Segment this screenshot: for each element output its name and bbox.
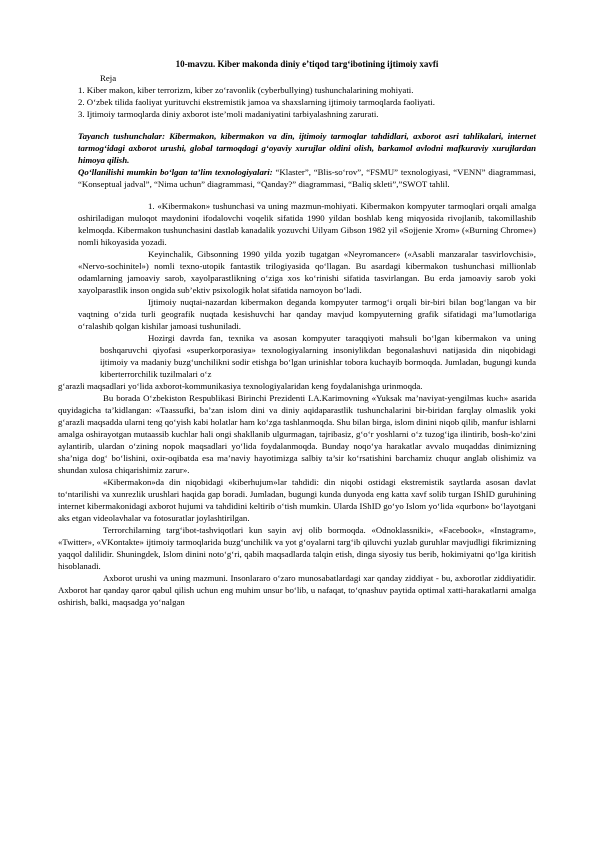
plan-item: 1. Kiber makon, kiber terrorizm, kiber zo‘ravonlik (cyberbullying) tushunchalarining mohiyati.: [78, 85, 414, 95]
spacer: [78, 190, 536, 200]
body-paragraph: 1. «Kibermakon» tushunchasi va uning mazmun-mohiyati. Kibermakon kompyuter tarmoqlari orqali amalga oshiriladigan muloqot maydonini ifodalovchi voqelik sifatida 1990 yildan boshlab keng miqyosida rivojlanib, takomillashib kelmoqda. Kibermakon tushunchasini dastlab kanadalik yozuvchi Uilyam Gibson 1982 yil «Sojjenie Xrom» («Burning Chrome») nomli hikoyasida yozadi.: [78, 201, 536, 247]
body-paragraph: Ijtimoiy nuqtai-nazardan kibermakon deganda kompyuter tarmog‘i orqali bir-biri bilan bog‘langan va bir vaqtning o‘zida turli geografik nuqtada kesishuvchi har qanday mavjud kompyuterning grafik sifatidagi ma’lumotlariga o‘ralashib qolgan kishilar jamoasi tushuniladi.: [78, 297, 536, 331]
plan-heading: Reja: [100, 73, 117, 83]
page-title: 10-mavzu. Kiber makonda diniy e’tiqod targ‘ibotining ijtimoiy xavfi: [175, 59, 439, 69]
education-technologies: [78, 166, 536, 190]
key-concepts: Tayanch tushunchalar: Kibermakon, kibermakon va din, ijtimoiy tarmoqlar tahdidlari, axborot asri tahlikalari, internet tarmog‘idagi axborot urushi, global tarmoqdagi g‘oyaviy xurujlar oldini olish, barkamol avlodni mafkuraviy xurujlardan himoya qilish.: [78, 131, 536, 165]
body-paragraph: Hozirgi davrda fan, texnika va asosan kompyuter taraqqiyoti mahsuli bo‘lgan kibermakon va uning boshqaruvchi qiyofasi «superkorporasiya» texnologiyalarning insoniylikdan begonalashuvi natijasida din niqobidagi ijtimoiy va madaniy buzg‘unchilikni sodir etishga bo‘lgan urinishlar tobora kuchayib bormoqda. Jumladan, bugungi kunda kiberterrorchilik tuzilmalari o‘z: [100, 333, 536, 379]
body-paragraph: Terrorchilarning targ‘ibot-tashviqotlari kun sayin avj olib bormoqda. «Odnoklassniki», «Facebook», «Instagram», «Twitter», «VKontakte» ijtimoiy tarmoqlarida buzg‘unchilik va yot g‘oyalarni targ‘ib qiluvchi yuzlab guruhlar mavjudligi fikrimizning yaqqol dalilidir. Shuningdek, Islom dinini noto‘g‘ri, qabih maqsadlarda talqin etish, dinga siyosiy tus berib, hokimiyatni qo‘lga kiritish hisoblanadi.: [58, 525, 536, 571]
body-paragraph: Axborot urushi va uning mazmuni. Insonlararo o‘zaro munosabatlardagi xar qanday ziddiyat - bu, axborotlar ziddiyatidir. Axborot har qanday qaror qabul qilish uchun eng muhim unsur bo‘lib, u nafaqat, to‘qnashuv paytida optimal xatti-harakatlarni amalga oshirish, balki, maqsadga yo‘nalgan: [58, 573, 536, 607]
education-technologies-label: Qo‘llanilishi mumkin bo‘lgan ta’lim texnologiyalari:: [78, 167, 273, 177]
body-paragraph: Keyinchalik, Gibsonning 1990 yilda yozib tugatgan «Neyromancer» («Asabli manzaralar tasvirlovchisi», «Nervo-sochinitel») nomli texno-utopik fantastik trilogiyasida qo‘llagan. Bu asardagi kibermakon tushunchasi millionlab odamlarning jamoaviy sarob, xayolparastlikning o‘ziga xos ko‘rinishi sifatida tasvirlangan. Bu erda jamoaviy sarob yoki xayolparastlik inson ongida sub’ektiv psixologik holat sifatida namoyon bo‘ladi.: [78, 249, 536, 295]
plan-item: 2. O‘zbek tilida faoliyat yurituvchi ekstremistik jamoa va shaxslarning ijtimoiy tarmoqlarda faoliyati.: [78, 97, 435, 107]
body-paragraph: Bu borada O‘zbekiston Respublikasi Birinchi Prezidenti I.A.Karimovning «Yuksak ma’naviyat-yengilmas kuch» asarida quyidagicha ta’kidlangan: «Taassufki, ba’zan islom dini va diniy aqidaparastlik tushunchalarini bir-biridan farqlay olmaslik yoki g‘arazli maqsadda ularni teng qo‘yish kabi holatlar ham ko‘zga tashlanmoqda. Shu bilan birga, islom dinini niqob qilib, manfur ishlarni amalga oshirayotgan mutaassib kuchlar hali ongi shakllanib ulgurmagan, tajribasiz, g‘o‘r yoshlarni o‘z tuzog‘iga ilintirib, bosh-ko‘zini aylantirib, ulardan o‘zining nopok maqsadlari yo‘lida foydalanmoqda. Bunday noqo‘ya harakatlar avvalo muqaddas dinimizning sha’niga dog‘ bo‘lishini, oxir-oqibatda esa ma’naviy hayotimizga salbiy ta’sir ko‘rsatishini barchamiz chuqur anglab olishimiz va shundan xulosa chiqarishimiz zarur».: [58, 393, 536, 475]
document-page: [58, 58, 536, 608]
plan-item: 3. Ijtimoiy tarmoqlarda diniy axborot iste’moli madaniyatini tarbiyalashning zarurati.: [78, 109, 379, 119]
education-technologies-list: “Klaster”, “Blis-so‘rov”, “FSMU” texnologiyasi, “VENN” diagrammasi, “Konseptual jadval”, “Nima uchun” diagrammasi, “Qanday?” diagrammasi, “Baliq skleti”,”SWOT tahlil.: [78, 167, 536, 189]
plan-list: [78, 84, 536, 120]
spacer: [78, 120, 536, 130]
body-paragraph: «Kibermakon»da din niqobidagi «kiberhujum»lar tahdidi: din niqobi ostidagi ekstremistik saytlarda asosan davlat to‘ntarilishi va xunrezlik urushlari haqida gap boradi. Jumladan, bugungi kunda dunyoda eng katta xavf solib turgan IShID guruhining internet kibermakonidagi axborot hujumi va tahdidini keltirib o‘tish mumkin. Ularda IShID go‘yo Islom yo‘lida «qurbon» bo‘layotgani aks etgan videolavhalar va fotosuratlar joylashtirilgan.: [58, 477, 536, 523]
body-paragraph: g‘arazli maqsadlari yo‘lida axborot-kommunikasiya texnologiyalaridan keng foydalanishga urinmoqda.: [58, 381, 423, 391]
